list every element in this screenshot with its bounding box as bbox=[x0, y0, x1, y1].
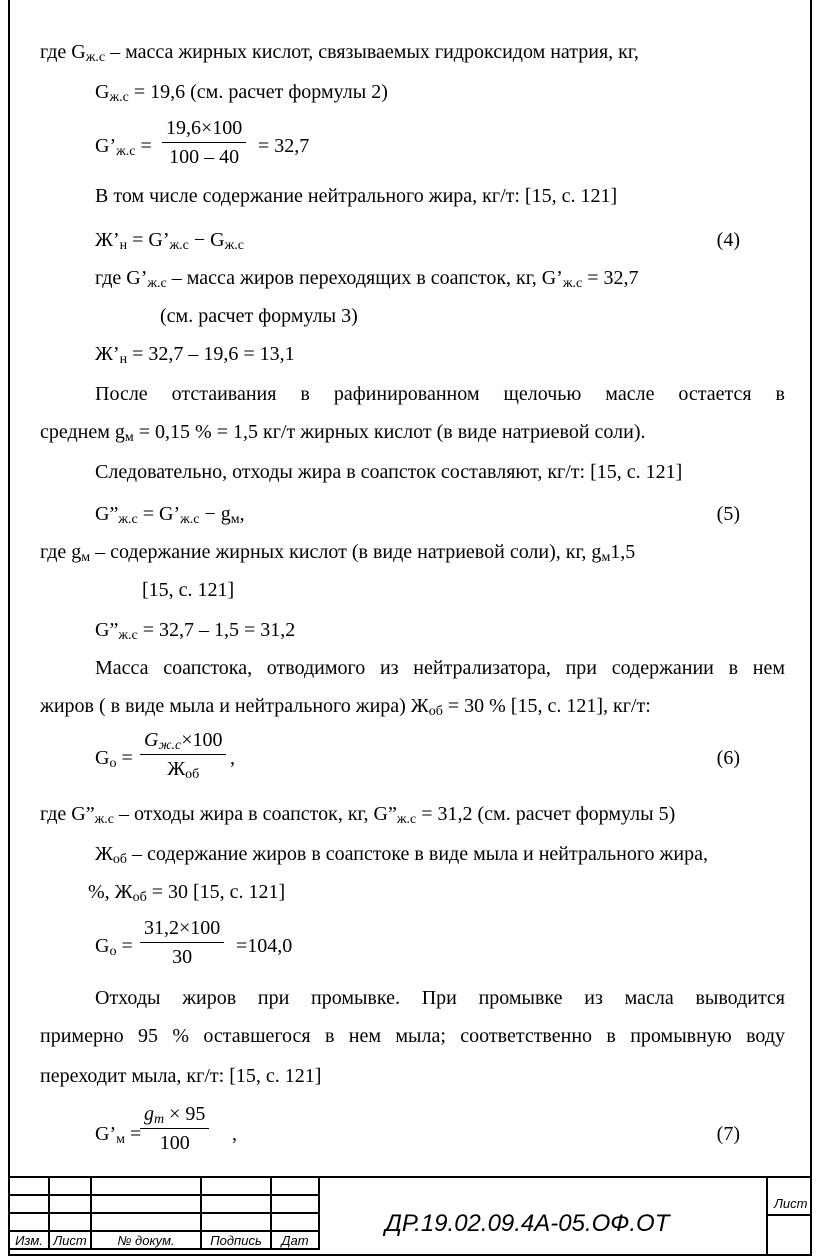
formula: $Ж’_н$ = $G’_{ж.с} - G_{ж.с}$ bbox=[95, 229, 244, 253]
formula-fraction: $\frac{31,2\times 100}{30}$ bbox=[140, 916, 224, 969]
formula-comma: , bbox=[230, 747, 235, 769]
formula-left: $G_о$ = bbox=[95, 747, 133, 771]
stamp-izm: Изм. bbox=[9, 1231, 49, 1249]
formula-comma: , bbox=[232, 1123, 237, 1145]
stamp-divider bbox=[766, 1176, 768, 1256]
paragraph-line: примерно 95 % оставшегося в нем мыла; соответственно в промывную воду bbox=[40, 1025, 785, 1047]
formula-fraction: $\frac{g_m \times 95}{100}$ bbox=[140, 1102, 209, 1155]
stamp-list: Лист bbox=[49, 1231, 91, 1249]
paragraph-line: среднем $g_м = 0,15$ % = 1,5 кг/т жирных кислот (в виде натриевой соли). bbox=[40, 421, 646, 445]
formula-result: =104,0 bbox=[236, 935, 293, 957]
text-line: где $G’_{ж.с}$ – масса жиров переходящих в соапсток, кг, $G’_{ж.с} = 32,7$ bbox=[95, 267, 639, 291]
formula-left: $G_о$ = bbox=[95, 935, 133, 959]
stamp-list-divider bbox=[766, 1214, 812, 1216]
paragraph-line: Отходы жиров при промывке. При промывке из масла выводится bbox=[95, 987, 785, 1009]
paragraph-line: После отстаивания в рафинированном щелочью масле остается в bbox=[95, 383, 785, 405]
paragraph-line: Масса соапстока, отводимого из нейтрализатора, при содержании в нем bbox=[95, 657, 785, 679]
formula-left: $G’_м$ = bbox=[95, 1123, 142, 1147]
text-line: где $G”_{ж.с}$ – отходы жира в соапсток, кг, $G”_{ж.с} = 31,2$ (см. расчет формулы 5) bbox=[40, 803, 676, 827]
formula-fraction: $G_{ж.с}\times 100$ $Ж_{об}$ bbox=[140, 728, 226, 781]
formula-left: $G’_{ж.с}$ = bbox=[95, 135, 152, 159]
stamp-data: Дат bbox=[271, 1231, 319, 1249]
paragraph-line: Следовательно, отходы жира в соапсток составляют, кг/т: [15, с. 121] bbox=[95, 461, 683, 483]
document-number: ДР.19.02.09.4А-05.ОФ.ОТ bbox=[385, 1210, 670, 1237]
formula-number: (4) bbox=[716, 229, 740, 251]
formula-number: (7) bbox=[716, 1123, 740, 1145]
stamp-podpis: Подпись bbox=[201, 1231, 271, 1249]
formula-number: (6) bbox=[716, 747, 740, 769]
text-line: [15, с. 121] bbox=[142, 579, 235, 601]
text-line: где $g_м$ – содержание жирных кислот (в виде натриевой соли), кг, $g_м1,5$ bbox=[40, 541, 636, 565]
paragraph-line: переходит мыла, кг/т: [15, с. 121] bbox=[40, 1065, 322, 1087]
text-line: (см. расчет формулы 3) bbox=[160, 305, 358, 327]
stamp-list-label: Лист bbox=[774, 1196, 808, 1211]
text-line: В том числе содержание нейтрального жира, кг/т: [15, с. 121] bbox=[95, 185, 618, 207]
formula-result: = 32,7 bbox=[258, 135, 310, 157]
formula-fraction: $\frac{19,6\times 100}{100 - 40}$ bbox=[162, 116, 246, 169]
paragraph-line: жиров ( в виде мыла и нейтрального жира) $Ж_{об} = 30$ % [15, с. 121], кг/т: bbox=[40, 695, 651, 719]
text-line: %, $Ж_{об} = 30$ [15, с. 121] bbox=[88, 881, 286, 905]
formula: $Ж’_н = 32,7 - 19,6 = 13,1$ bbox=[95, 343, 295, 367]
text-line: $G_{ж.с} = 19,6$ (см. расчет формулы 2) bbox=[95, 81, 388, 105]
formula: $G”_{ж.с} = 32,7 - 1,5 = 31,2$ bbox=[95, 619, 296, 643]
stamp-dokum: № докум. bbox=[91, 1231, 201, 1249]
formula: $G”_{ж.с}$ = $G’_{ж.с} - g_м$, bbox=[95, 503, 245, 527]
text-line: где $G_{ж.с}$ – масса жирных кислот, связываемых гидроксидом натрия, кг, bbox=[40, 41, 639, 65]
text-line: $Ж_{об}$ – содержание жиров в соапстоке в виде мыла и нейтрального жира, bbox=[95, 843, 708, 867]
formula-number: (5) bbox=[716, 503, 740, 525]
